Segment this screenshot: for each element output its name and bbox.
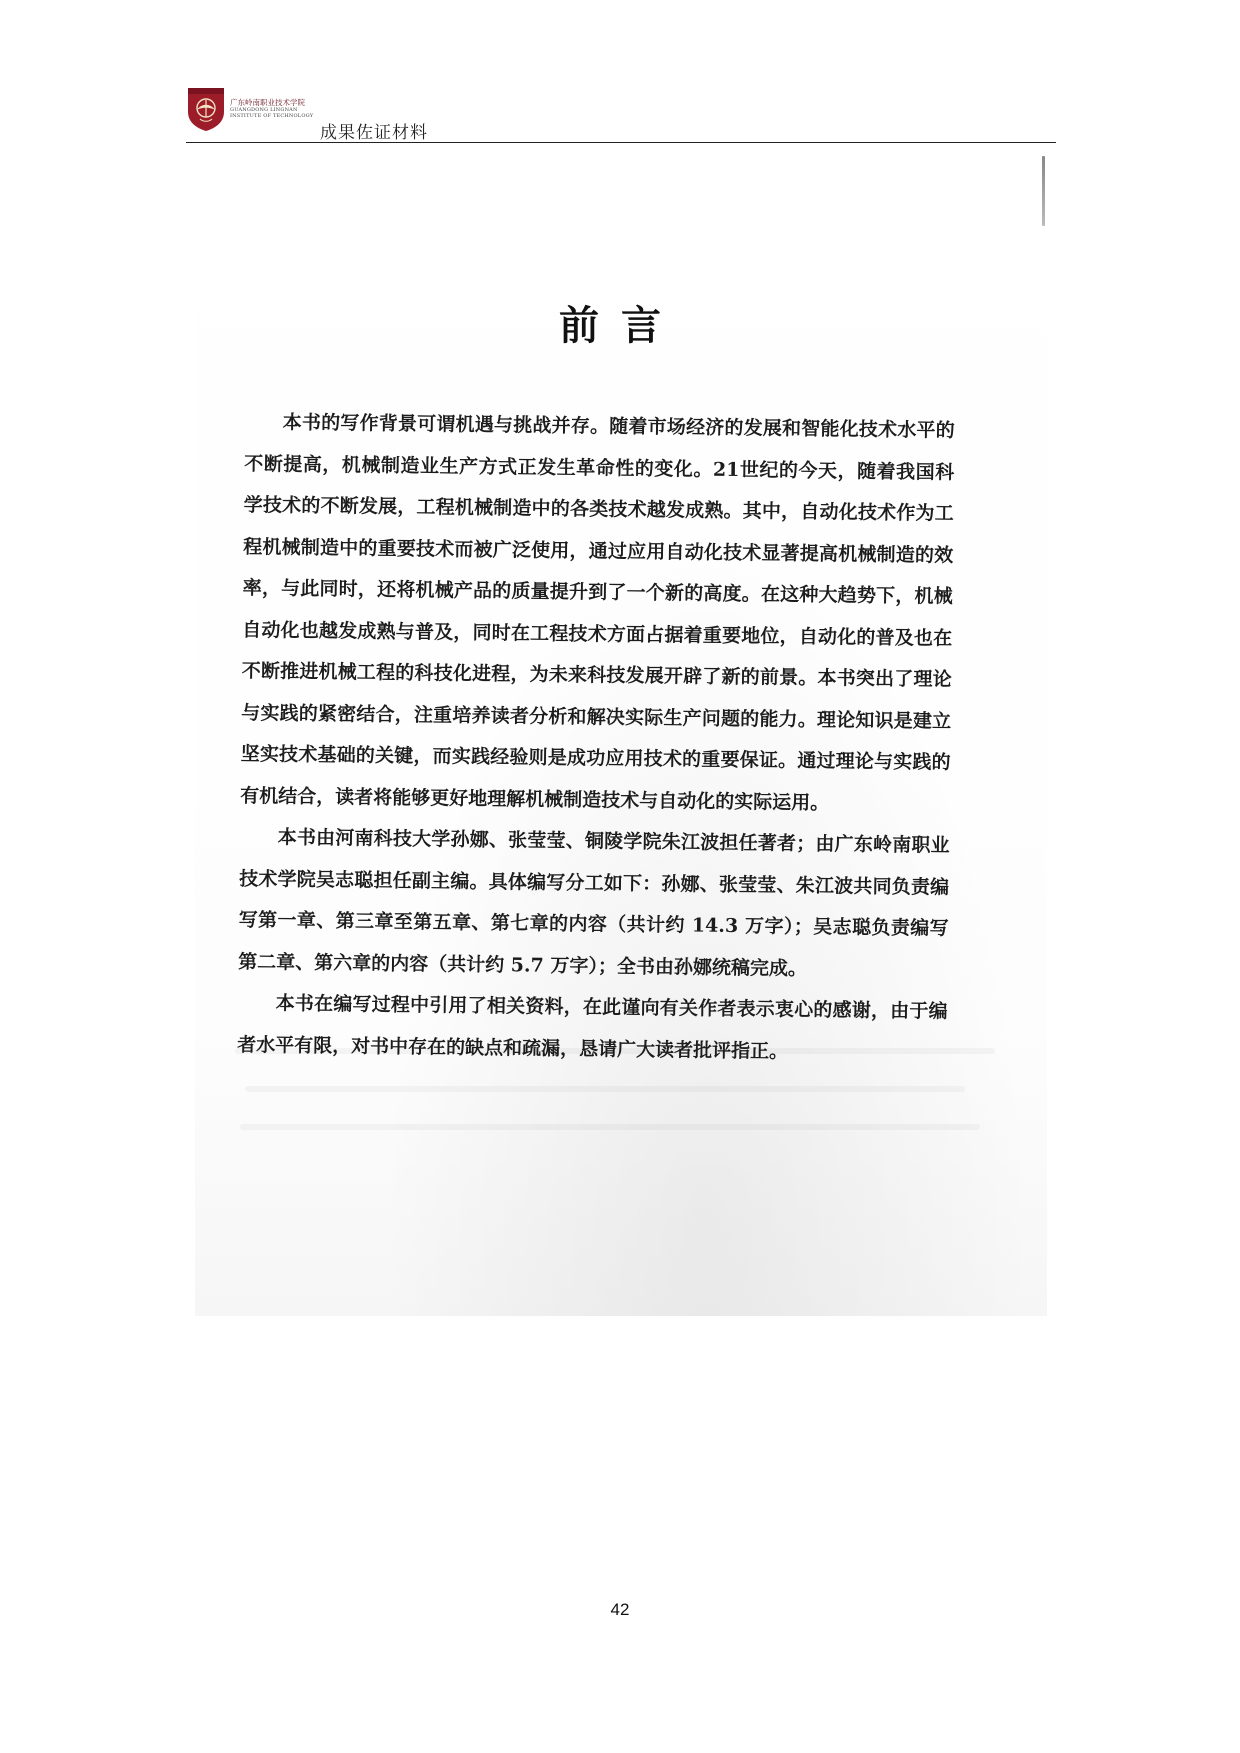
scan-edge-shadow <box>1042 156 1045 226</box>
page-number: 42 <box>610 1600 630 1619</box>
scan-bleed-through <box>240 1124 980 1130</box>
header-divider <box>186 142 1056 143</box>
header-title: 成果佐证材料 <box>320 123 428 143</box>
scan-bleed-through <box>245 1086 965 1092</box>
paragraph: 本书在编写过程中引用了相关资料，在此谨向有关作者表示衷心的感谢，由于编者水平有限，对书中存在的缺点和疏漏，恳请广大读者批评指正。 <box>237 992 948 1063</box>
page-title: 前言 <box>559 303 683 349</box>
page-header <box>186 86 1056 144</box>
paragraph: 本书由河南科技大学孙娜、张莹莹、铜陵学院朱江波担任著者；由广东岭南职业技术学院吴志聪担任副主编。具体编写分工如下：孙娜、张莹莹、朱江波共同负责编写第一章、第三章至第五章、第七章的内容（共计约 14.3 万字）；吴志聪负责编写第二章、第六章的内容（共计约 5.7 万字）；全书由孙娜统稿完成。 <box>238 826 950 980</box>
institution-name-cn: 广东岭南职业技术学院 <box>230 98 305 107</box>
scanned-page <box>195 146 1047 1316</box>
institution-name-en-line2: INSTITUTE OF TECHNOLOGY <box>230 113 314 119</box>
institution-name <box>230 98 330 119</box>
paragraph: 本书的写作背景可谓机遇与挑战并存。随着市场经济的发展和智能化技术水平的不断提高，机械制造业生产方式正发生革命性的变化。21世纪的今天，随着我国科学技术的不断发展，工程机械制造中的各类技术越发成熟。其中，自动化技术作为工程机械制造中的重要技术而被广泛使用，通过应用自动化技术显著提高机械制造的效率，与此同时，还将机械产品的质量提升到了一个新的高度。在这种大趋势下，机械自动化也越发成熟与普及，同时在工程技术方面占据着重要地位，自动化的普及也在不断推进机械工程的科技化进程，为未来科技发展开辟了新的前景。本书突出了理论与实践的紧密结合，注重培养读者分析和解决实际生产问题的能力。理论知识是建立坚实技术基础的关键，而实践经验则是成功应用技术的重要保证。通过理论与实践的有机结合，读者将能够更好地理解机械制造技术与自动化的实际运用。 <box>240 411 955 814</box>
institution-name-en-line1: GUANGDONG LINGNAN <box>230 107 298 113</box>
institution-logo <box>186 86 226 132</box>
preface-body <box>237 402 955 1075</box>
